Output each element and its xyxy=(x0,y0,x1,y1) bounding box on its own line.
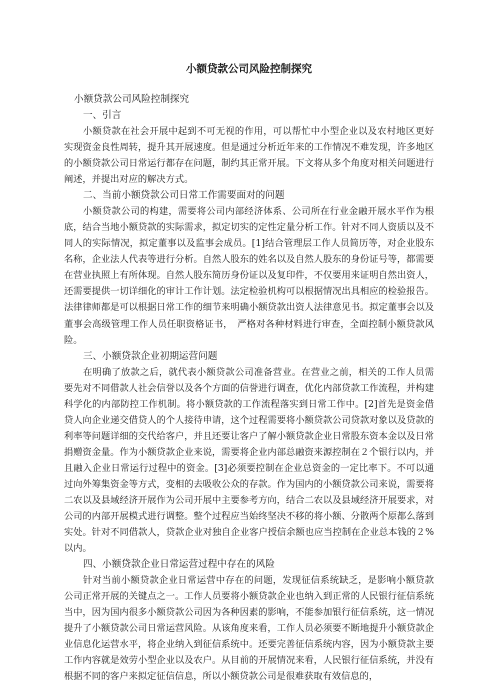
section-heading: 二、当前小额贷款公司日常工作需要面对的问题 xyxy=(83,190,285,202)
section-introduction xyxy=(64,108,434,188)
document-title: 小额贷款公司风险控制探究 xyxy=(186,63,312,75)
section-paragraph: 小额贷款公司的构建，需要将公司内部经济体系、公司所在行业金融开展水平作为根底，结合当地小额贷款的实际需求，拟定切实的定性定量分析工作。针对不同人资质以及不同人的实际情况，拟定董事以及监事会成员。[1]结合管理层工作人员简历等，对企业股东名称，企业法人代表等进行分析。自然人股东的姓名以及自然人股东的身份证号等，都需要在营业执照上有所体现。自然人股东简历身份证以及复印件，不仅要用来证明自然出资人，还需要提供一切详细化的审计工作计划。法定检验机构可以根据情况出具相应的检验报告。法律律师都是可以根据日常工作的细节来明确小额贷款出资人法律意见书。拟定董事会以及董事会高级管理工作人员任职资格证书， 严格对各种材料进行审查，全面控制小额贷款风险。 xyxy=(64,206,434,346)
section-current-problems xyxy=(64,188,434,348)
section-heading: 三、小额贷款企业初期运营问题 xyxy=(83,350,218,362)
section-paragraph: 在明确了放款之后，就代表小额贷款公司准备营业。在营业之前，相关的工作人员需要先对不同借款人社会信誉以及各个方面的信誉进行调查，优化内部贷款工作流程，并构建科学化的内部防控工作机制。将小额贷款的工作流程落实到日常工作中。[2]首先是资金借贷人向企业递交借贷人的个人接待申请，这个过程需要将小额贷款公司贷款对象以及贷款的利率等问题详细的交代给客户，并且还要让客户了解小额贷款企业日常股东资本金以及日常捐赠资金量。作为小额贷款企业来说，需要将企业内部总融资来源控制在２个银行以内，并且融入企业日常运行过程中的资金。[3]必须要控制在企业总资金的一定比率下。不可以通过向外筹集资金等方式，变相的去吸收公众的存款。作为国内的小额贷款公司来说，需要将二农以及县域经济开展作为公司开展中主要参考方向，结合二农以及县域经济开展要求，对公司的内部开展模式进行调整。整个过程应当始终坚决不移的将小额、分散两个原都么落到实处。针对不同借款人，贷款企业对独自企业客户授信余额也应当控制在企业总本钱的２%以内。 xyxy=(64,366,434,555)
section-paragraph: 针对当前小额贷款企业日常运营中存在的问题，发现征信系统缺乏，是影响小额贷款公司正常开展的关键点之一。工作人员要将小额贷款企业也纳入到正常的人民银行征信系统当中，因为国内很多小额贷款公司因为各种因素的影响，不能参加银行征信系统，这一情况提升了小额贷款公司日常运营风险。从该角度来看，工作人员必须要不断地提升小额贷款企业信息化运营水平，将企业纳入到征信系统中。还要完善征信系统内容，因为小额贷款主要工作内容就是效劳小型企业以及农户。从目前的开展情况来看，人民银行征信系统，并没有根据不同的客户来拟定征信信息，所以小额贷款公司是很难获取有效信息的， xyxy=(64,575,434,683)
section-heading: 四、小额贷款企业日常运营过程中存在的风险 xyxy=(83,559,275,571)
document-subtitle: 小额贷款公司风险控制探究 xyxy=(74,94,190,105)
section-operating-risks xyxy=(64,557,434,685)
section-initial-operations xyxy=(64,349,434,558)
section-paragraph: 小额贷款在社会开展中起到不可无视的作用，可以帮忙中小型企业以及农村地区更好实现资金良性周转，提升其开展速度。但是通过分析近年来的工作情况不难发现，许多地区的小额贷款公司日常运行都存在问题，制约其正常开展。下文将从多个角度对相关问题进行阐述，并提出对应的解决方式。 xyxy=(64,126,434,186)
section-heading: 一、引言 xyxy=(83,110,122,121)
